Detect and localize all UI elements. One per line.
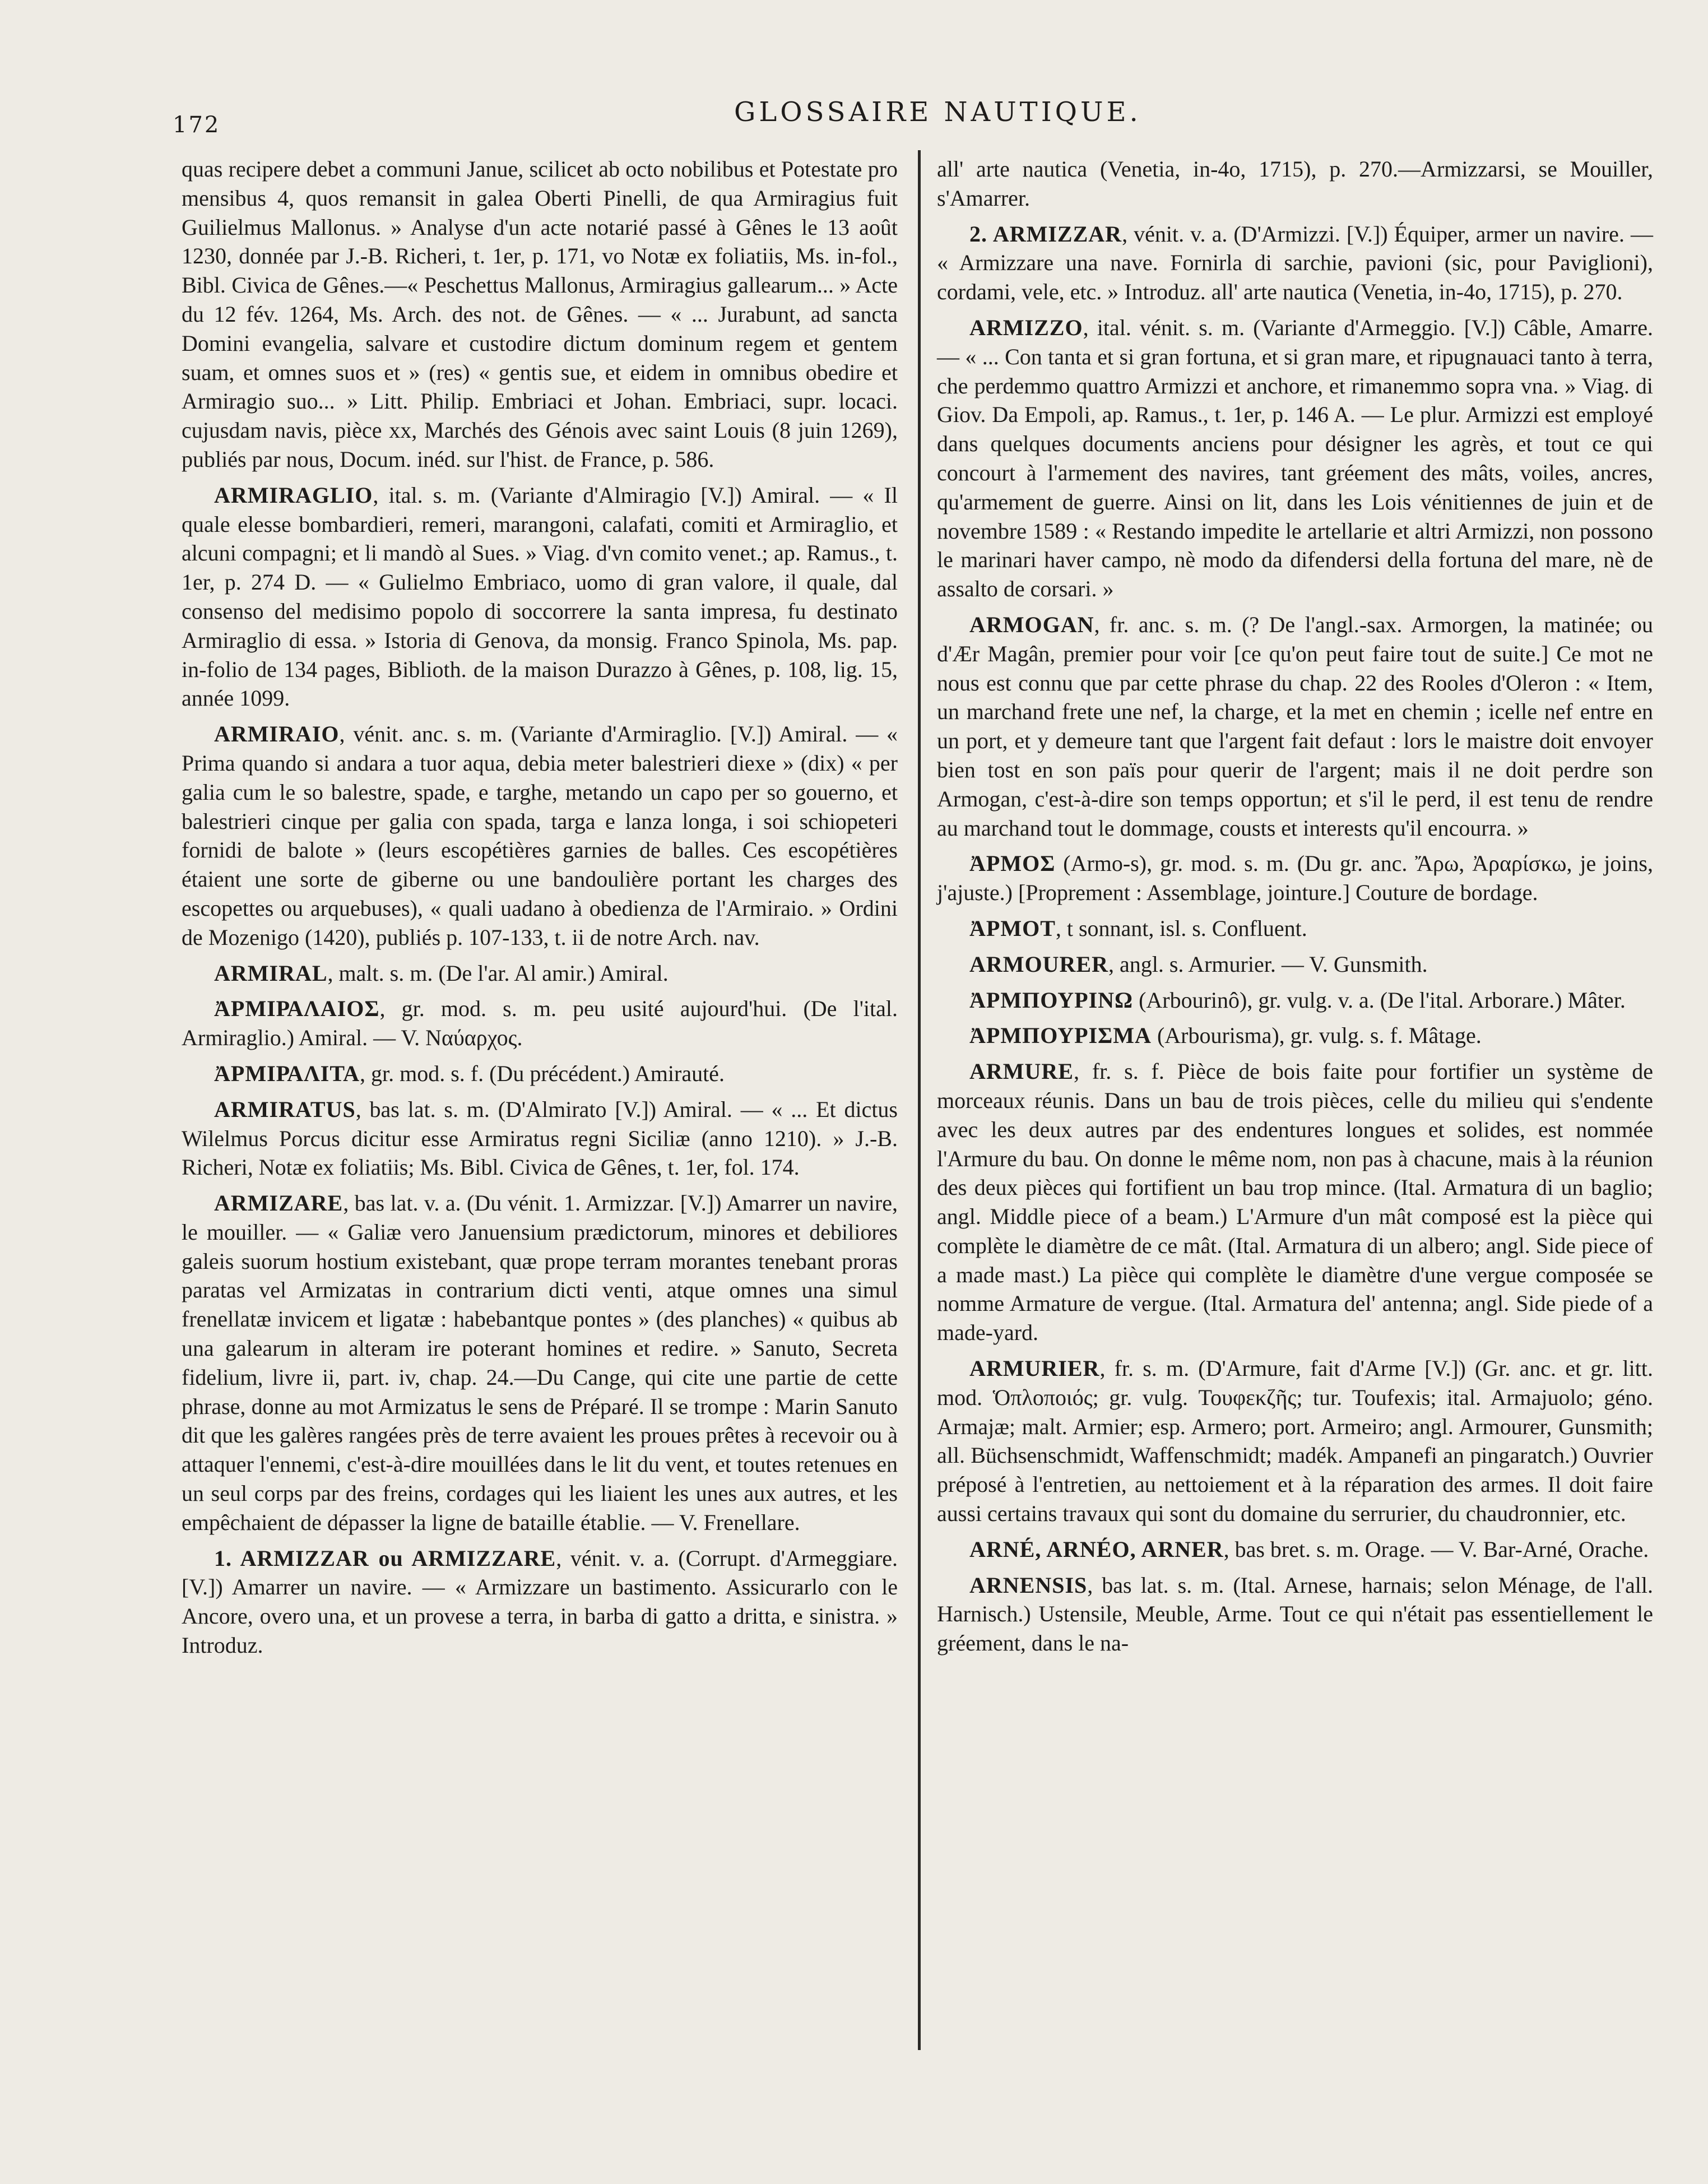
entry-armurier: ARMURIER, fr. s. m. (D'Armure, fait d'Arme [V.]) (Gr. anc. et gr. litt. mod. Ὁπλοποιός; gr. vulg. Τουφεκζῆς; tur. Toufexis; ital. Armajuolo; géno. Armajæ; malt. Armier; esp. Armero; port. Armeiro; angl. Armourer, Gunsmith; all. Büchsenschmidt, Waffenschmidt; madék. Ampanefi an pingaratch.) Ouvrier préposé à l'entretien, au nettoiement et à la réparation des armes. Il doit faire aussi certains travaux qui sont du domaine du serrurier, du chaudronnier, etc. [937, 1356, 1653, 1527]
headword: ARMURE [969, 1059, 1074, 1084]
headword: ARMIRAIO [214, 721, 340, 747]
column-rule [918, 150, 921, 2050]
entry-armpourisma: ἈΡΜΠΟΥΡΙΣΜΑ (Arbourisma), gr. vulg. s. f. Mâtage. [969, 1023, 1482, 1049]
headword: ARMIZZO [969, 314, 1083, 340]
entry-armiratus: ARMIRATUS, bas lat. s. m. (D'Almirato [V.]) Amiral. — « ... Et dictus Wilelmus Porcus dicitur esse Armiratus regni Siciliæ (anno 1210). » J.-B. Richeri, Notæ ex foliatiis; Ms. Bibl. Civica de Gênes, t. 1er, fol. 174. [182, 1096, 898, 1180]
entry-armizare: ARMIZARE, bas lat. v. a. (Du vénit. 1. Armizzar. [V.]) Amarrer un navire, le mouiller. — « Galiæ vero Januensium prædictorum, minores et debiliores galeis suorum hostium existebant, quæ prope terram morantes tenebant proras paratas vel Armizatas in contrarium dicti venti, atque omnes una simul frenellatæ invicem et ligatæ : habebantque pontes » (des planches) « quibus ab una galearum in alteram ire poterant homines et redire. » Sanuto, Secreta fidelium, livre ii, part. iv, chap. 24.—Du Cange, qui cite une partie de cette phrase, donne au mot Armizatus le sens de Préparé. Il se trompe : Marin Sanuto dit que les galères rangées près de terre avaient les proues prêtes à recevoir ou à attaquer l'ennemi, c'est-à-dire mouillées dans le lit du vent, et toutes retenues en un seul corps par des freins, cordages qui les liaient les unes aux autres, et les empêchaient de dépasser la ligne de bataille établie. — V. Frenellare. [182, 1190, 898, 1535]
headword: ARMOGAN [969, 611, 1094, 637]
entry-armos: ἈΡΜΟΣ (Armo-s), gr. mod. s. m. (Du gr. anc. Ἄρω, Ἀραρίσκω, je joins, j'ajuste.) [Proprement : Assemblage, jointure.] Couture de bordage. [937, 851, 1653, 906]
headword: ἈΡΜΙΡΑΛΙΤΑ [214, 1060, 360, 1086]
right-column [937, 155, 1653, 1664]
entry-armiral: ARMIRAL, malt. s. m. (De l'ar. Al amir.) Amiral. [214, 960, 669, 986]
headword: ARNENSIS [969, 1572, 1088, 1598]
headword: ARMURIER [969, 1356, 1100, 1381]
headword: ἈΡΜΠΟΥΡΙΝΩ [969, 987, 1134, 1013]
headword: ARMOURER [969, 951, 1108, 977]
entry-armot: ἈΡΜΟΤ, t sonnant, isl. s. Confluent. [969, 915, 1307, 941]
entry-armiralita: ἈΡΜΙΡΑΛΙΤΑ, gr. mod. s. f. (Du précédent.) Amirauté. [214, 1060, 725, 1086]
headword: ARMIRATUS [214, 1096, 356, 1122]
left-column [182, 155, 898, 1667]
running-head: GLOSSAIRE NAUTIQUE. [734, 96, 1141, 128]
headword: 1. ARMIZZAR ou ARMIZZARE [214, 1545, 556, 1571]
headword: ἈΡΜΠΟΥΡΙΣΜΑ [969, 1023, 1152, 1049]
headword: ARMIZARE [214, 1190, 344, 1216]
headword: ARNÉ, ARNÉO, ARNER [969, 1536, 1224, 1562]
entry-continuation: quas recipere debet a communi Janue, scilicet ab octo nobilibus et Potestate pro mensibus 4, quos remansit in galea Oberti Pinelli, de qua Armiragius fuit Guilielmus Mallonus. » Analyse d'un acte notarié passé à Gênes le 13 août 1230, donnée par J.-B. Richeri, t. 1er, p. 171, vo Notæ ex foliatiis, Ms. in-fol., Bibl. Civica de Gênes.—« Peschettus Mallonus, Armiragius gallearum... » Acte du 12 fév. 1264, Ms. Arch. des not. de Gênes. — « ... Jurabunt, ad sancta Domini evangelia, salvare et custodire dictum dominum regem et gentem suam, et omnes suos et » (res) « gentis sue, et eidem in omnibus obedire et Armiragio suo... » Litt. Philip. Embriaci et Johan. Embriaci, supr. locaci. cujusdam navis, pièce xx, Marchés des Génois avec saint Louis (8 juin 1269), publiés par nous, Docum. inéd. sur l'hist. de France, p. 586. [182, 156, 898, 472]
entry-arnensis: ARNENSIS, bas lat. s. m. (Ital. Arnese, harnais; selon Ménage, de l'all. Harnisch.) Ustensile, Meuble, Arme. Tout ce qui n'était pas essentiellement le gréement, dans le na- [937, 1572, 1653, 1656]
entry-armpourino: ἈΡΜΠΟΥΡΙΝΩ (Arbourinô), gr. vulg. v. a. (De l'ital. Arborare.) Mâter. [969, 987, 1626, 1013]
entry-armizzo: ARMIZZO, ital. vénit. s. m. (Variante d'Armeggio. [V.]) Câble, Amarre. — « ... Con tanta et si gran fortuna, et si gran mare, et ripugnauaci tanto à terra, che perdemmo quattro Armizzi et anchore, et rimanemmo sopra vna. » Viag. di Giov. Da Empoli, ap. Ramus., t. 1er, p. 146 A. — Le plur. Armizzi est employé dans quelques documents anciens pour désigner les agrès, et tout ce qui concourt à l'armement des navires, tant gréement des mâts, voiles, ancres, qu'armement de guerre. Ainsi on lit, dans les Lois vénitiennes de juin et de novembre 1589 : « Restando impedite le artellarie et altri Armizzi, non possono le marinari haver campo, nè modo da difendersi della fortuna del mare, nè de assalto de corsari. » [937, 314, 1653, 602]
headword: ἈΡΜΙΡΑΛΑΙΟΣ [214, 996, 380, 1022]
entry-armiralaios: ἈΡΜΙΡΑΛΑΙΟΣ, gr. mod. s. m. peu usité aujourd'hui. (De l'ital. Armiraglio.) Amiral. — V. Ναύαρχος. [182, 996, 898, 1051]
entry-armizzar-2: 2. ARMIZZAR, vénit. v. a. (D'Armizzi. [V.]) Équiper, armer un navire. — « Armizzare una nave. Fornirla di sarchie, pavioni (sic, pour Paviglioni), cordami, vele, etc. » Introduz. all' arte nautica (Venetia, in-4o, 1715), p. 270. [937, 221, 1653, 305]
headword: ARMIRAL [214, 960, 328, 986]
headword: 2. ARMIZZAR [969, 221, 1122, 247]
headword: ARMIRAGLIO [214, 482, 373, 508]
entry-armiraglio: ARMIRAGLIO, ital. s. m. (Variante d'Almiragio [V.]) Amiral. — « Il quale elesse bombardieri, remeri, marangoni, calafati, comiti et Armiraglio, et alcuni compagni; et li mandò al Sues. » Viag. d'vn comito venet.; ap. Ramus., t. 1er, p. 274 D. — « Gulielmo Embriaco, uomo di gran valore, il quale, dal consenso del medisimo popolo di soccorrere la santa impresa, fu destinato Armiraglio di essa. » Istoria di Genova, da monsig. Franco Spinola, Ms. pap. in-folio de 134 pages, Biblioth. de la maison Durazzo à Gênes, p. 108, lig. 15, année 1099. [182, 482, 898, 711]
entry-arne: ARNÉ, ARNÉO, ARNER, bas bret. s. m. Orage. — V. Bar-Arné, Orache. [969, 1536, 1649, 1562]
entry-armiraio: ARMIRAIO, vénit. anc. s. m. (Variante d'Armiraglio. [V.]) Amiral. — « Prima quando si andara a tuor aqua, debia meter balestrieri diexe » (dix) « per galia cum le so balestre, spade, e targhe, metando un capo per so gouerno, et balestrieri cinque per galia con spada, targa e lanza longa, i soi schiopeteri fornidi de balote » (leurs escopétières garnies de balles. Ces escopétières étaient une sorte de giberne ou une bandoulière portant les charges des escopettes ou arquebuses), « quali uadano à obedienza de l'Armiraio. » Ordini de Mozenigo (1420), publiés p. 107-133, t. ii de notre Arch. nav. [182, 721, 898, 950]
entry-armogan: ARMOGAN, fr. anc. s. m. (? De l'angl.-sax. Armorgen, la matinée; ou d'Ær Magân, premier pour voir [ce qu'on peut faire tout de suite.] Ce mot ne nous est connu que par cette phrase du chap. 22 des Rooles d'Oleron : « Item, un marchand frete une nef, la charge, et la met en chemin ; icelle nef entre en un port, et y demeure tant que l'argent fait defaut : lors le maistre doit envoyer bien tost en son païs pour querir de l'argent; mais il ne doit perdre son Armogan, c'est-à-dire son temps opportun; et s'il le perd, il est tenu de rendre au marchand tout le dommage, cousts et interests qu'il encourra. » [937, 611, 1653, 841]
entry-armizzar-1: 1. ARMIZZAR ou ARMIZZARE, vénit. v. a. (Corrupt. d'Armeggiare. [V.]) Amarrer un navire. — « Armizzare un bastimento. Assicurarlo con le Ancore, overo una, et un provese a terra, in barba di gatto a dritta, e sinistra. » Introduz. [182, 1545, 898, 1658]
entry-armourer: ARMOURER, angl. s. Armurier. — V. Gunsmith. [969, 951, 1428, 977]
page-number: 172 [173, 112, 221, 138]
headword: ἈΡΜΟΣ [969, 851, 1056, 877]
headword: ἈΡΜΟΤ [969, 915, 1056, 941]
entry-continuation: all' arte nautica (Venetia, in-4o, 1715), p. 270.—Armizzarsi, se Mouiller, s'Amarrer. [937, 156, 1653, 211]
entry-armure: ARMURE, fr. s. f. Pièce de bois faite pour fortifier un système de morceaux réunis. Dans un bau de trois pièces, celle du milieu qui s'endente avec les deux autres par des endentures longues et solides, est nommée l'Armure du bau. On donne le même nom, non pas à chacune, mais à la réunion des deux pièces qui fortifient un bau trop mince. (Ital. Armatura di un baglio; angl. Middle piece of a beam.) L'Armure d'un mât composé est la pièce qui complète le diamètre de ce mât. (Ital. Armatura di un albero; angl. Side piece of a made mast.) La pièce qui complète le diamètre d'une vergue composée se nomme Armature de vergue. (Ital. Armatura del' antenna; angl. Side piede of a made-yard. [937, 1059, 1653, 1346]
